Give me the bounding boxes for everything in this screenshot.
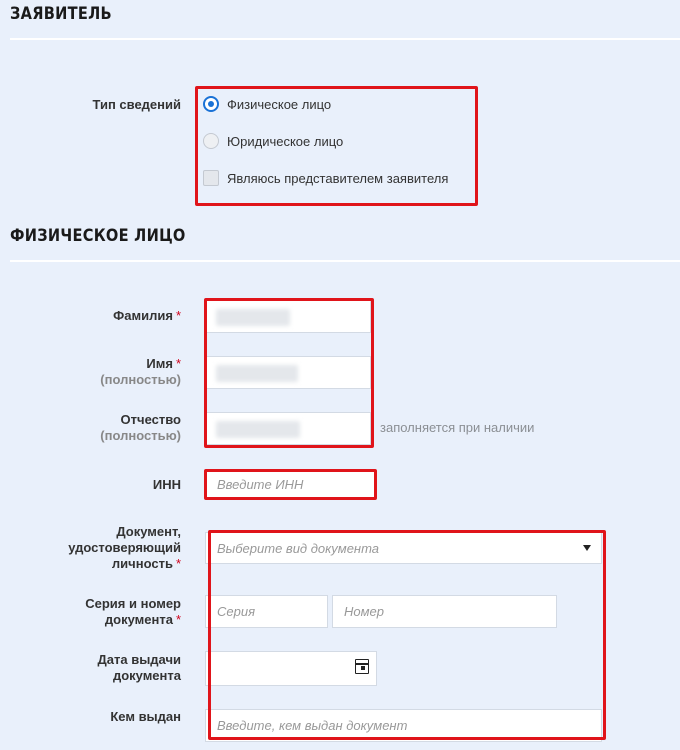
issued-by-label <box>110 709 181 725</box>
redacted-value <box>216 365 298 382</box>
issue-date-input[interactable] <box>205 651 377 686</box>
name-label <box>100 356 181 388</box>
issue-date-label-line: Дата выдачи <box>97 652 181 667</box>
name-sublabel: (полностью) <box>100 372 181 387</box>
required-mark: * <box>175 356 181 371</box>
inn-label <box>153 477 181 493</box>
patronymic-label-text: Отчество <box>120 412 181 427</box>
info-type-label-text: Тип сведений <box>92 97 181 112</box>
surname-label <box>113 308 181 324</box>
patronymic-input[interactable] <box>205 412 371 445</box>
patronymic-label <box>100 412 181 444</box>
name-input[interactable] <box>205 356 371 389</box>
required-mark: * <box>175 308 181 323</box>
radio-checked-icon[interactable] <box>203 96 219 112</box>
chevron-down-icon[interactable] <box>583 545 591 551</box>
radio-unchecked-icon[interactable] <box>203 133 219 149</box>
patronymic-sublabel: (полностью) <box>100 428 181 443</box>
required-mark: * <box>175 612 181 627</box>
document-type-label <box>68 524 181 572</box>
section-title-applicant: ЗАЯВИТЕЛЬ <box>10 4 112 24</box>
radio-individual-label: Физическое лицо <box>227 96 332 112</box>
section-divider <box>10 260 680 262</box>
inn-input[interactable]: Введите ИНН <box>205 470 375 499</box>
document-type-label-line: личность <box>111 556 173 571</box>
series-input[interactable]: Серия <box>205 595 328 628</box>
redacted-value <box>216 421 300 438</box>
patronymic-hint: заполняется при наличии <box>380 420 535 435</box>
redacted-value <box>216 309 290 326</box>
surname-input[interactable] <box>205 300 371 333</box>
series-number-label-line: Серия и номер <box>85 596 181 611</box>
issued-by-label-text: Кем выдан <box>110 709 181 724</box>
name-label-text: Имя <box>146 356 173 371</box>
representative-checkbox[interactable] <box>203 169 448 187</box>
issue-date-label <box>98 652 182 684</box>
issued-by-input[interactable]: Введите, кем выдан документ <box>205 709 602 742</box>
series-number-label-line: документа <box>104 612 173 627</box>
required-mark: * <box>175 556 181 571</box>
number-input[interactable]: Номер <box>332 595 557 628</box>
series-number-label <box>85 596 181 628</box>
section-title-individual: ФИЗИЧЕСКОЕ ЛИЦО <box>10 226 186 246</box>
radio-legal-entity-label: Юридическое лицо <box>227 133 344 149</box>
section-divider <box>10 38 680 40</box>
representative-checkbox-label: Являюсь представителем заявителя <box>227 170 449 186</box>
calendar-icon[interactable] <box>355 659 369 674</box>
document-type-label-line: удостоверяющий <box>68 540 181 555</box>
radio-individual[interactable] <box>203 95 331 113</box>
document-type-placeholder: Выберите вид документа <box>217 540 379 556</box>
document-type-label-line: Документ, <box>116 524 181 539</box>
issue-date-label-line: документа <box>112 668 181 683</box>
document-type-select[interactable] <box>205 532 602 564</box>
inn-label-text: ИНН <box>152 477 181 492</box>
surname-label-text: Фамилия <box>113 308 173 323</box>
checkbox-icon[interactable] <box>203 170 219 186</box>
radio-legal-entity[interactable] <box>203 132 343 150</box>
info-type-label <box>93 97 182 113</box>
